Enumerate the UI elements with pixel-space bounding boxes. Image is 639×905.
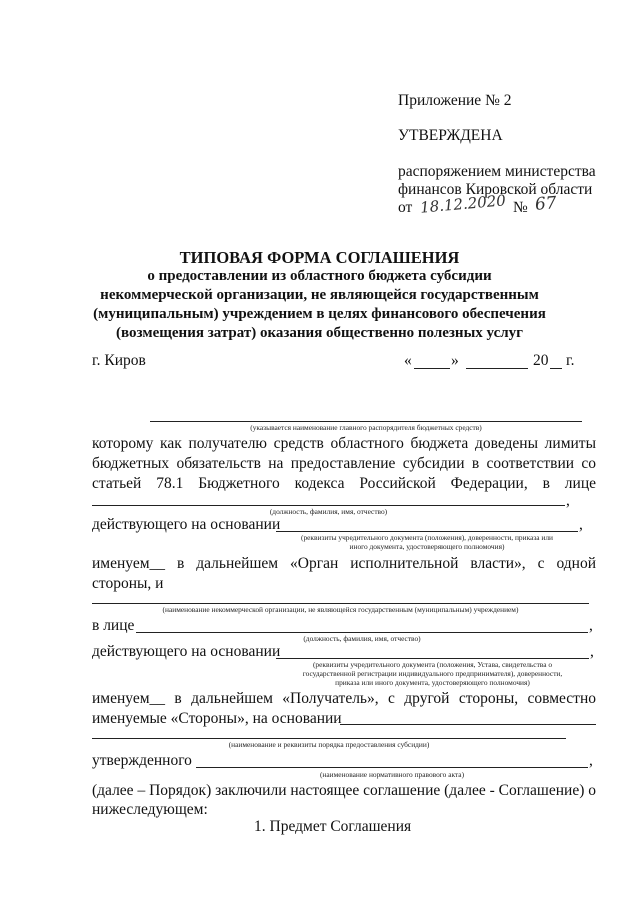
approved-by-label: утвержденного (92, 752, 192, 769)
basis-blank[interactable] (340, 724, 596, 725)
comma-1: , (566, 492, 570, 509)
date-open-quote: « (404, 352, 412, 369)
title-line-3: (муниципальным) учреждением в целях финансового обеспечения (93, 306, 546, 322)
para1-line2: бюджетных обязательств на предоставление субсидии в соответствии со (92, 455, 596, 472)
named-authority-line2: стороны, и (92, 575, 164, 592)
caption-ngo-official: (должность, фамилия, имя, отчество) (303, 634, 421, 643)
para1-line3: статьей 78.1 Бюджетного кодекса Российской Федерации, в лице (92, 475, 596, 492)
named-recipient-line1: именуем__ в дальнейшем «Получатель», с другой стороны, совместно (92, 690, 596, 707)
basis-doc-blank-1[interactable] (276, 531, 578, 532)
approved-label: УТВЕРЖДЕНА (398, 127, 503, 144)
caption-authority: (указывается наименование главного распорядителя бюджетных средств) (250, 423, 482, 432)
caption-official: (должность, фамилия, имя, отчество) (269, 507, 388, 516)
title-line-1: о предоставлении из областного бюджета субсидии (147, 268, 492, 284)
acting-basis-label-2: действующего на основании (92, 643, 281, 660)
comma-2: , (579, 516, 583, 533)
official-position-blank[interactable] (92, 505, 565, 506)
closing-line2: нижеследующем: (92, 801, 208, 818)
handwritten-number: 67 (534, 193, 558, 215)
comma-3: , (589, 617, 593, 634)
caption-basis-1b: иного документа, удостоверяющего полномочия) (349, 542, 505, 551)
caption-legal-act: (наименование нормативного правового акта) (319, 770, 465, 779)
month-blank[interactable] (466, 368, 528, 369)
handwritten-date: 18.12.2020 (419, 191, 507, 217)
day-blank[interactable] (414, 368, 450, 369)
document-title: ТИПОВАЯ ФОРМА СОГЛАШЕНИЯ (179, 248, 460, 267)
order-from-label: от (398, 199, 413, 216)
comma-4: , (590, 643, 594, 660)
comma-5: , (589, 752, 593, 769)
ngo-official-blank[interactable] (136, 632, 588, 633)
order-line-1: распоряжением министерства (398, 163, 596, 180)
legal-act-blank[interactable] (196, 767, 588, 768)
named-authority-line1: именуем__ в дальнейшем «Орган исполнительной власти», с одной (92, 555, 596, 572)
para1-line1: которому как получателю средств областного бюджета доведены лимиты (92, 435, 596, 452)
city: г. Киров (92, 352, 146, 369)
year-suffix: г. (566, 352, 575, 369)
caption-basis-2c: приказа или иного документа, удостоверяющего полномочия) (335, 678, 530, 687)
procedure-name-blank[interactable] (92, 738, 566, 739)
caption-basis-2b: государственной регистрации индивидуального предпринимателя), доверенности, (302, 669, 563, 678)
date-close-quote: » (451, 352, 459, 369)
closing-line1: (далее – Порядок) заключили настоящее соглашение (далее - Соглашение) о (92, 782, 596, 799)
appendix-number: Приложение № 2 (398, 92, 512, 109)
caption-basis-2a: (реквизиты учредительного документа (положения, Устава, свидетельства о (312, 660, 553, 669)
year-blank[interactable] (550, 368, 562, 369)
authority-name-blank[interactable] (150, 421, 582, 422)
title-line-2: некоммерческой организации, не являющейся государственным (100, 287, 539, 303)
section-1-heading: 1. Предмет Соглашения (254, 818, 412, 835)
acting-basis-label-1: действующего на основании (92, 516, 281, 533)
order-line-2: финансов Кировской области (398, 181, 593, 198)
in-person-label: в лице (92, 617, 135, 634)
caption-ngo: (наименование некоммерческой организации, не являющейся государственным (муниципальным) учреждением) (162, 605, 519, 614)
basis-doc-blank-2[interactable] (276, 658, 589, 659)
year-prefix: 20 (533, 352, 549, 369)
named-recipient-line2: именуемые «Стороны», на основании (92, 710, 342, 727)
caption-basis-1a: (реквизиты учредительного документа (положения), доверенности, приказа или (301, 533, 553, 542)
caption-procedure: (наименование и реквизиты порядка предоставления субсидии) (228, 740, 430, 749)
title-line-4: (возмещения затрат) оказания общественно полезных услуг (116, 325, 523, 341)
ngo-name-blank[interactable] (92, 603, 589, 604)
order-number-label: № (513, 199, 528, 216)
